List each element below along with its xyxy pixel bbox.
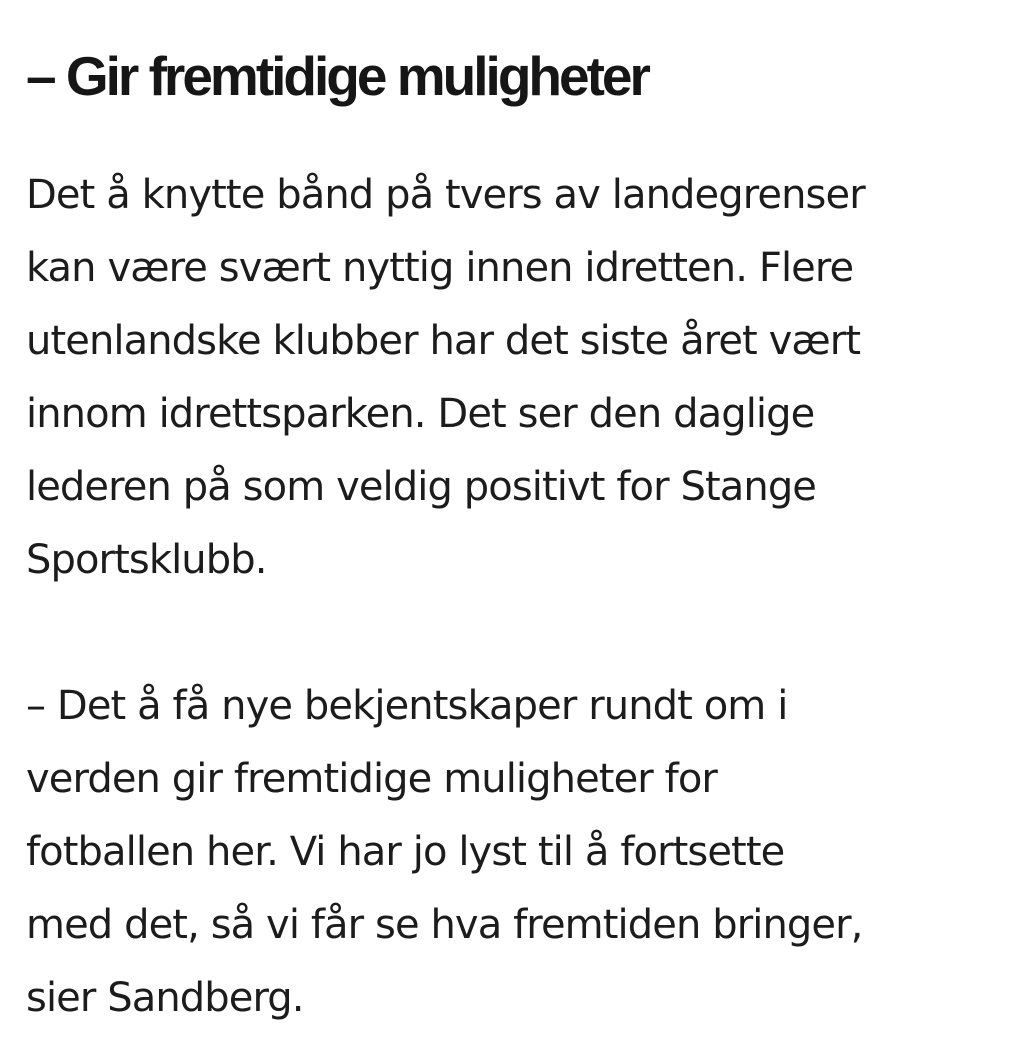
paragraph-line: innom idrettsparken. Det ser den daglige bbox=[26, 391, 815, 437]
article-body bbox=[26, 38, 998, 1035]
article-paragraph-2 bbox=[26, 670, 998, 1035]
paragraph-line: kan være svært nyttig innen idretten. Flere bbox=[26, 245, 854, 291]
paragraph-line: Det å knytte bånd på tvers av landegrenser bbox=[26, 172, 865, 218]
paragraph-line: sier Sandberg. bbox=[26, 975, 304, 1021]
article-subheading: – Gir fremtidige muligheter bbox=[26, 45, 648, 107]
paragraph-line: fotballen her. Vi har jo lyst til å fortsette bbox=[26, 829, 785, 875]
paragraph-line: verden gir fremtidige muligheter for bbox=[26, 756, 717, 802]
paragraph-line: Sportsklubb. bbox=[26, 537, 267, 583]
paragraph-line: lederen på som veldig positivt for Stange bbox=[26, 464, 817, 510]
paragraph-line: – Det å få nye bekjentskaper rundt om i bbox=[26, 683, 788, 729]
article-paragraph-1 bbox=[26, 159, 998, 597]
paragraph-line: utenlandske klubber har det siste året vært bbox=[26, 318, 861, 364]
paragraph-line: med det, så vi får se hva fremtiden bringer, bbox=[26, 902, 863, 948]
